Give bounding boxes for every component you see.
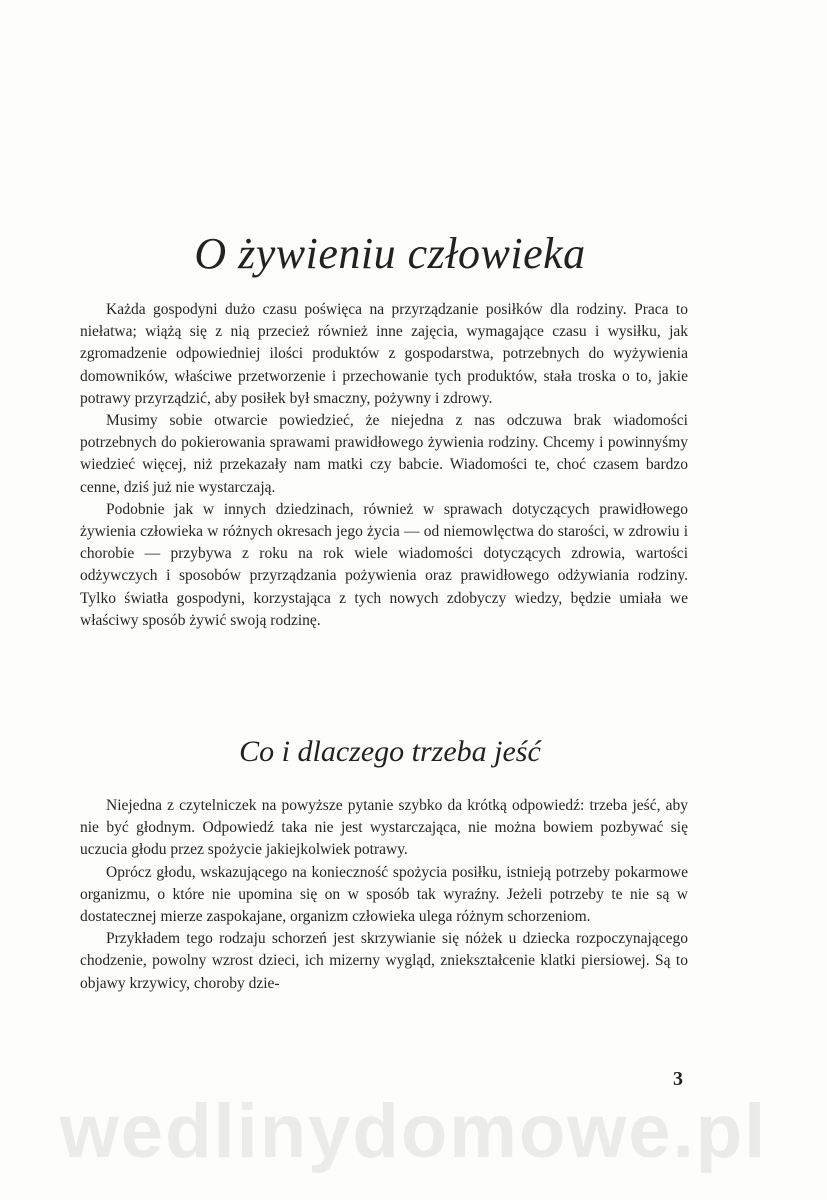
- paragraph: Oprócz głodu, wskazującego na konieczność spożycia posiłku, istnieją potrzeby pokarmowe organizmu, o które nie upomina się on w sposób tak wyraźny. Jeżeli potrzeby te nie są w dostatecznej mierze zaspokajane, organizm człowieka ulega różnym schorzeniom.: [80, 863, 688, 926]
- section-what-and-why: [80, 795, 688, 995]
- section-intro: [80, 299, 688, 632]
- page-number: 3: [673, 1068, 683, 1090]
- paragraph: Niejedna z czytelniczek na powyższe pytanie szybko da krótką odpowiedź: trzeba jeść, aby nie być głodnym. Odpowiedź taka nie jest wystarczająca, nie można bowiem pozbywać się uczucia głodu przez spożycie jakiejkolwiek potrawy.: [80, 797, 688, 859]
- paragraph: Przykładem tego rodzaju schorzeń jest skrzywianie się nóżek u dziecka rozpoczynającego chodzenie, powolny wzrost dzieci, ich mizerny wygląd, zniekształcenie klatki piersiowej. Są to objawy krzywicy, choroby dzie-: [80, 930, 688, 992]
- paragraph: Podobnie jak w innych dziedzinach, również w sprawach dotyczących prawidłowego żywienia człowieka w różnych okresach jego życia — od niemowlęctwa do starości, w zdrowiu i chorobie — przybywa z roku na rok wiele wiadomości dotyczących zdrowia, wartości odżywczych i sposobów przyrządzania pożywienia oraz prawidłowego odżywiania rodziny. Tylko światła gospodyni, korzystająca z tych nowych zdobyczy wiedzy, będzie umiała we właściwy sposób żywić swoją rodzinę.: [80, 500, 688, 629]
- paragraph: Każda gospodyni dużo czasu poświęca na przyrządzanie posiłków dla rodziny. Praca to niełatwa; wiążą się z nią przecież również inne zajęcia, wymagające czasu i wysiłku, jak zgromadzenie odpowiedniej ilości produktów z gospodarstwa, potrzebnych do wyżywienia domowników, właściwe przetworzenie i przechowanie tych produktów, stała troska o to, jakie potrawy przyrządzić, aby posiłek był smaczny, pożywny i zdrowy.: [80, 301, 688, 407]
- paragraph: Musimy sobie otwarcie powiedzieć, że niejedna z nas odczuwa brak wiadomości potrzebnych do pokierowania sprawami prawidłowego żywienia rodziny. Chcemy i powinnyśmy wiedzieć więcej, niż przekazały nam matki czy babcie. Wiadomości te, choć czasem bardzo cenne, dziś już nie wystarczają.: [80, 412, 688, 496]
- watermark: wedlinydomowe.pl: [59, 1089, 768, 1174]
- section-heading: Co i dlaczego trzeba jeść: [239, 735, 541, 768]
- page-title: O żywieniu człowieka: [194, 229, 586, 278]
